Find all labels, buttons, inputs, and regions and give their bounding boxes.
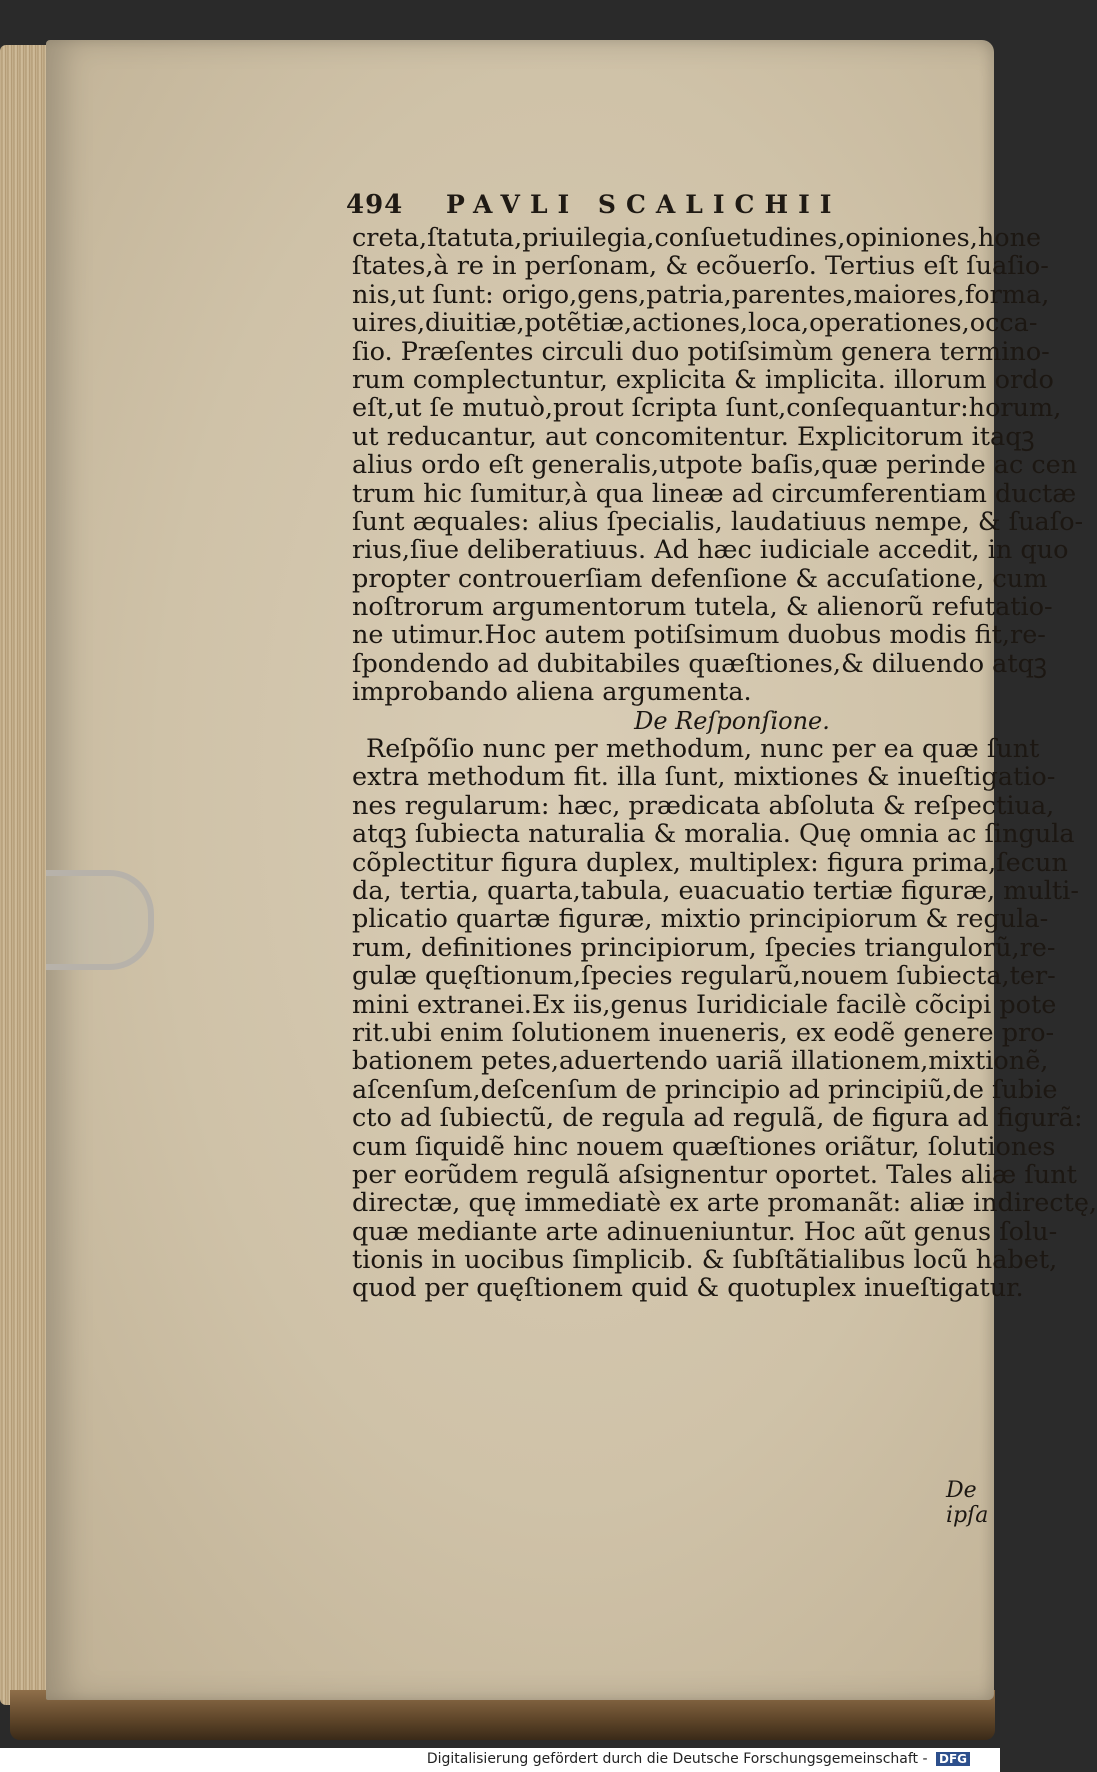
- text-line: nes regularum: hæc, prædicata abſoluta & reſpectiua,: [352, 790, 1055, 821]
- text-line: directæ, quę immediatè ex arte promanãt: aliæ indirectę,: [352, 1188, 1097, 1219]
- book-page-edges: [0, 45, 52, 1705]
- digitization-footer: [0, 1748, 1000, 1772]
- text-line: extra methodum fit. illa ſunt, mixtiones & inueſtigatio-: [352, 762, 1056, 793]
- section-title: De Reſponſione.: [634, 706, 830, 735]
- text-line: atqꝫ ſubiecta naturalia & moralia. Quę omnia ac ſingula: [352, 819, 1075, 850]
- text-line: Reſpõſio nunc per methodum, nunc per ea quæ ſunt: [366, 734, 1040, 765]
- footer-credit-text: Digitalisierung gefördert durch die Deutsche Forschungsgemeinschaft -: [426, 1751, 928, 1767]
- paragraph-1: [352, 223, 1084, 708]
- page-number: 494: [346, 190, 404, 220]
- text-line: cum ſiquidẽ hinc nouem quæſtiones oriãtur, ſolutiones: [352, 1131, 1056, 1162]
- text-line: creta,ſtatuta,priuilegia,conſuetudines,opiniones,hone: [352, 223, 1042, 253]
- text-line: rius,ſiue deliberatiuus. Ad hæc iudiciale accedit, in quo: [352, 535, 1069, 566]
- page-header: [346, 190, 966, 224]
- text-line: per eorũdem regulã aſsignentur oportet. Tales aliæ ſunt: [352, 1159, 1077, 1190]
- text-line: bationem petes,aduertendo uariã illationem,mixtionẽ,: [352, 1046, 1049, 1077]
- text-line: aſcenſum,deſcenſum de principio ad principiũ,de ſubie: [352, 1074, 1058, 1105]
- text-line: ſtates,à re in perſonam, & ecõuerſo. Tertius eſt ſuaſio-: [352, 251, 1049, 282]
- running-head: PAVLI SCALICHII: [446, 190, 842, 219]
- text-line: rit.ubi enim ſolutionem inueneris, ex eodẽ genere pro-: [352, 1017, 1055, 1048]
- text-line: cto ad ſubiectũ, de regula ad regulã, de figura ad figurã:: [352, 1103, 1083, 1134]
- text-line: tionis in uocibus ſimplicib. & ſubſtãtialibus locũ habet,: [352, 1245, 1058, 1276]
- text-line: ſunt æquales: alius ſpecialis, laudatiuus nempe, & ſuaſo-: [352, 506, 1084, 537]
- text-line: plicatio quartæ figuræ, mixtio principiorum & regula-: [352, 904, 1049, 935]
- footer-credit: [427, 1751, 970, 1767]
- paragraph-2: [352, 734, 1097, 1304]
- page-clip-icon: [46, 870, 154, 970]
- catchword: De ipſa: [946, 1478, 989, 1528]
- text-line: eſt,ut ſe mutuò,prout ſcripta ſunt,conſequantur:horum,: [352, 393, 1062, 424]
- text-line: cõplectitur figura duplex, multiplex: figura prima,ſecun: [352, 847, 1068, 878]
- text-line: rum, definitiones principiorum, ſpecies triangulorũ,re-: [352, 932, 1056, 963]
- text-line: rum complectuntur, explicita & implicita. illorum ordo: [352, 364, 1054, 395]
- text-line: improbando aliena argumenta.: [352, 677, 752, 708]
- text-line: mini extranei.Ex iis,genus Iuridiciale facilè cõcipi pote: [352, 989, 1057, 1020]
- text-line: noſtrorum argumentorum tutela, & alienorũ refutatio-: [352, 592, 1053, 623]
- book-page: [46, 40, 1097, 1700]
- text-line: da, tertia, quarta,tabula, euacuatio tertiæ figuræ, multi-: [352, 875, 1079, 906]
- text-line: ut reducantur, aut concomitentur. Explicitorum itaqꝫ: [352, 421, 1035, 452]
- text-line: quæ mediante arte adinueniuntur. Hoc aũt genus ſolu-: [352, 1216, 1058, 1247]
- text-line: nis,ut ſunt: origo,gens,patria,parentes,maiores,forma,: [352, 279, 1050, 310]
- text-line: trum hic ſumitur,à qua lineæ ad circumferentiam ductæ: [352, 478, 1077, 509]
- text-line: alius ordo eſt generalis,utpote baſis,quæ perinde ac cen: [352, 450, 1078, 481]
- text-line: gulæ quęſtionum,ſpecies regularũ,nouem ſubiecta,ter-: [352, 961, 1056, 992]
- text-line: propter controuerſiam defenſione & accuſatione, cum: [352, 563, 1048, 594]
- dfg-logo-icon: DFG: [936, 1752, 970, 1766]
- text-line: quod per quęſtionem quid & quotuplex inueſtigatur.: [352, 1273, 1024, 1304]
- text-line: uires,diuitiæ,potẽtiæ,actiones,loca,operationes,occa-: [352, 308, 1038, 339]
- text-line: ſio. Præſentes circuli duo potiſsimùm genera termino-: [352, 336, 1050, 367]
- text-block: [352, 223, 1097, 1304]
- text-line: ſpondendo ad dubitabiles quæſtiones,& diluendo atqꝫ: [352, 648, 1047, 679]
- text-line: ne utimur.Hoc autem potiſsimum duobus modis fit,re-: [352, 620, 1046, 651]
